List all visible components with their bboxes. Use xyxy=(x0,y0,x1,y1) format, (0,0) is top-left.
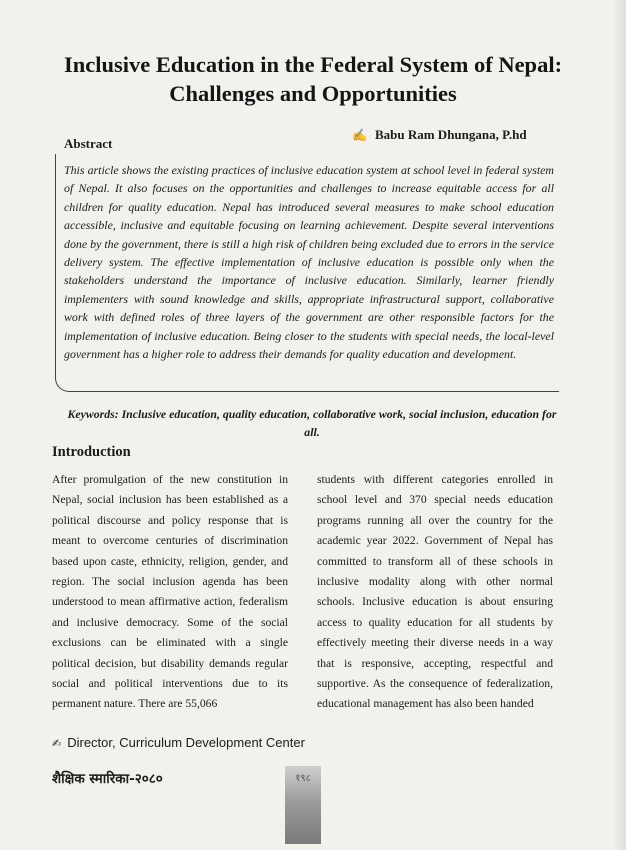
article-title: Inclusive Education in the Federal System of Nepal: Challenges and Opportunities xyxy=(63,52,563,106)
abstract-text: This article shows the existing practices of inclusive education system at school level in federal system of Nepal. It also focuses on the opportunities and challenges to increase equitable access for all children for quality education. Nepal has introduced several measures to make school education accessible, inclusive and equitable focusing on learning achievement. Despite several interventions done by the government, there is still a high risk of children being excluded due to errors in the service delivery system. The effective implementation of inclusive education is possible only when the stakeholders understand the importance of inclusive education. Similarly, learner friendly implementers with sound knowledge and skills, appropriate infrastructural support, collaborative work with defined roles of three layers of the government are other responsible factors for the implementation of inclusive education. Being closer to the students with special needs, the local-level government has a higher role to address their demands for quality education and development. xyxy=(64,163,554,362)
author-footnote xyxy=(52,735,305,750)
introduction-right-column: students with different categories enrolled in school level and 370 special needs education programs running all over the country for the academic year 2022. Government of Nepal has committed to transform all of these schools in inclusive modality along with other normal schools. Inclusive education is about ensuring access to quality education for all students by effectively meeting their diverse needs in a way that is responsive, accepting, respectful and supportive. As the consequence of federalization, educational management has also been handed xyxy=(317,473,553,711)
introduction-heading: Introduction xyxy=(52,444,131,460)
pen-icon: ✍ xyxy=(52,738,62,750)
author-line xyxy=(352,127,527,143)
publication-name: शैक्षिक स्मारिका-२०८० xyxy=(52,771,163,787)
page-edge-shadow xyxy=(612,0,626,850)
introduction-left-column: After promulgation of the new constitution in Nepal, social inclusion has been established as a political discourse and policy response that is meant to overcome centuries of discrimination based upon caste, ethnicity, religion, gender, and region. The social inclusion agenda has been understood to mean affirmative action, federalism and inclusive democracy. Some of the social exclusions can be eliminated with a single political decision, but disability demands regular social and political interventions due to its permanent nature. There are 55,066 xyxy=(52,473,288,711)
page-number: १९८ xyxy=(285,766,321,844)
keywords: Keywords: Inclusive education, quality education, collaborative work, social inclusion, education for all. xyxy=(67,407,557,439)
footnote-text: Director, Curriculum Development Center xyxy=(67,735,305,750)
author-name: Babu Ram Dhungana, P.hd xyxy=(374,127,527,142)
abstract-heading: Abstract xyxy=(64,136,113,151)
pen-icon: ✍ xyxy=(352,128,367,142)
